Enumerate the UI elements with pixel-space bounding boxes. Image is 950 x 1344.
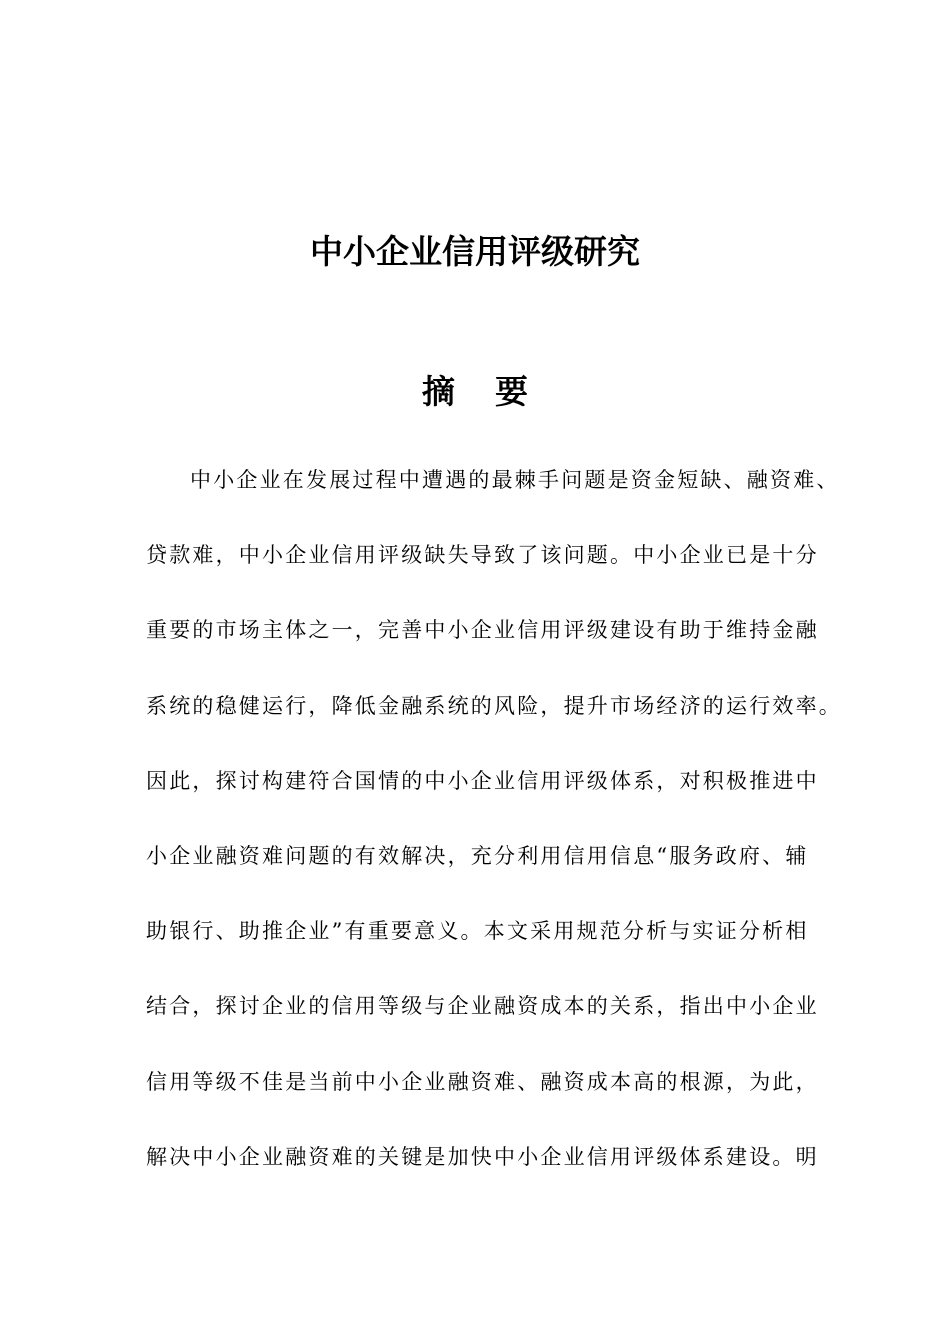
abstract-heading: 摘要 (422, 372, 568, 411)
abstract-line: 系统的稳健运行，降低金融系统的风险，提升市场经济的运行效率。 (146, 694, 842, 718)
abstract-line: 结合，探讨企业的信用等级与企业融资成本的关系，指出中小企业 (146, 994, 819, 1018)
abstract-line: 贷款难，中小企业信用评级缺失导致了该问题。中小企业已是十分 (146, 543, 819, 567)
abstract-line: 解决中小企业融资难的关键是加快中小企业信用评级体系建设。明 (146, 1145, 819, 1169)
abstract-line: 中小企业在发展过程中遭遇的最棘手问题是资金短缺、融资难、 (190, 468, 840, 492)
abstract-line: 信用等级不佳是当前中小企业融资难、融资成本高的根源，为此， (146, 1070, 819, 1094)
abstract-line: 因此，探讨构建符合国情的中小企业信用评级体系，对积极推进中 (146, 769, 819, 793)
abstract-line: 重要的市场主体之一，完善中小企业信用评级建设有助于维持金融 (146, 618, 819, 642)
abstract-line: 小企业融资难问题的有效解决，充分利用信用信息“服务政府、辅 (146, 844, 809, 868)
abstract-line: 助银行、助推企业”有重要意义。本文采用规范分析与实证分析相 (146, 919, 809, 943)
document-title: 中小企业信用评级研究 (310, 232, 640, 271)
